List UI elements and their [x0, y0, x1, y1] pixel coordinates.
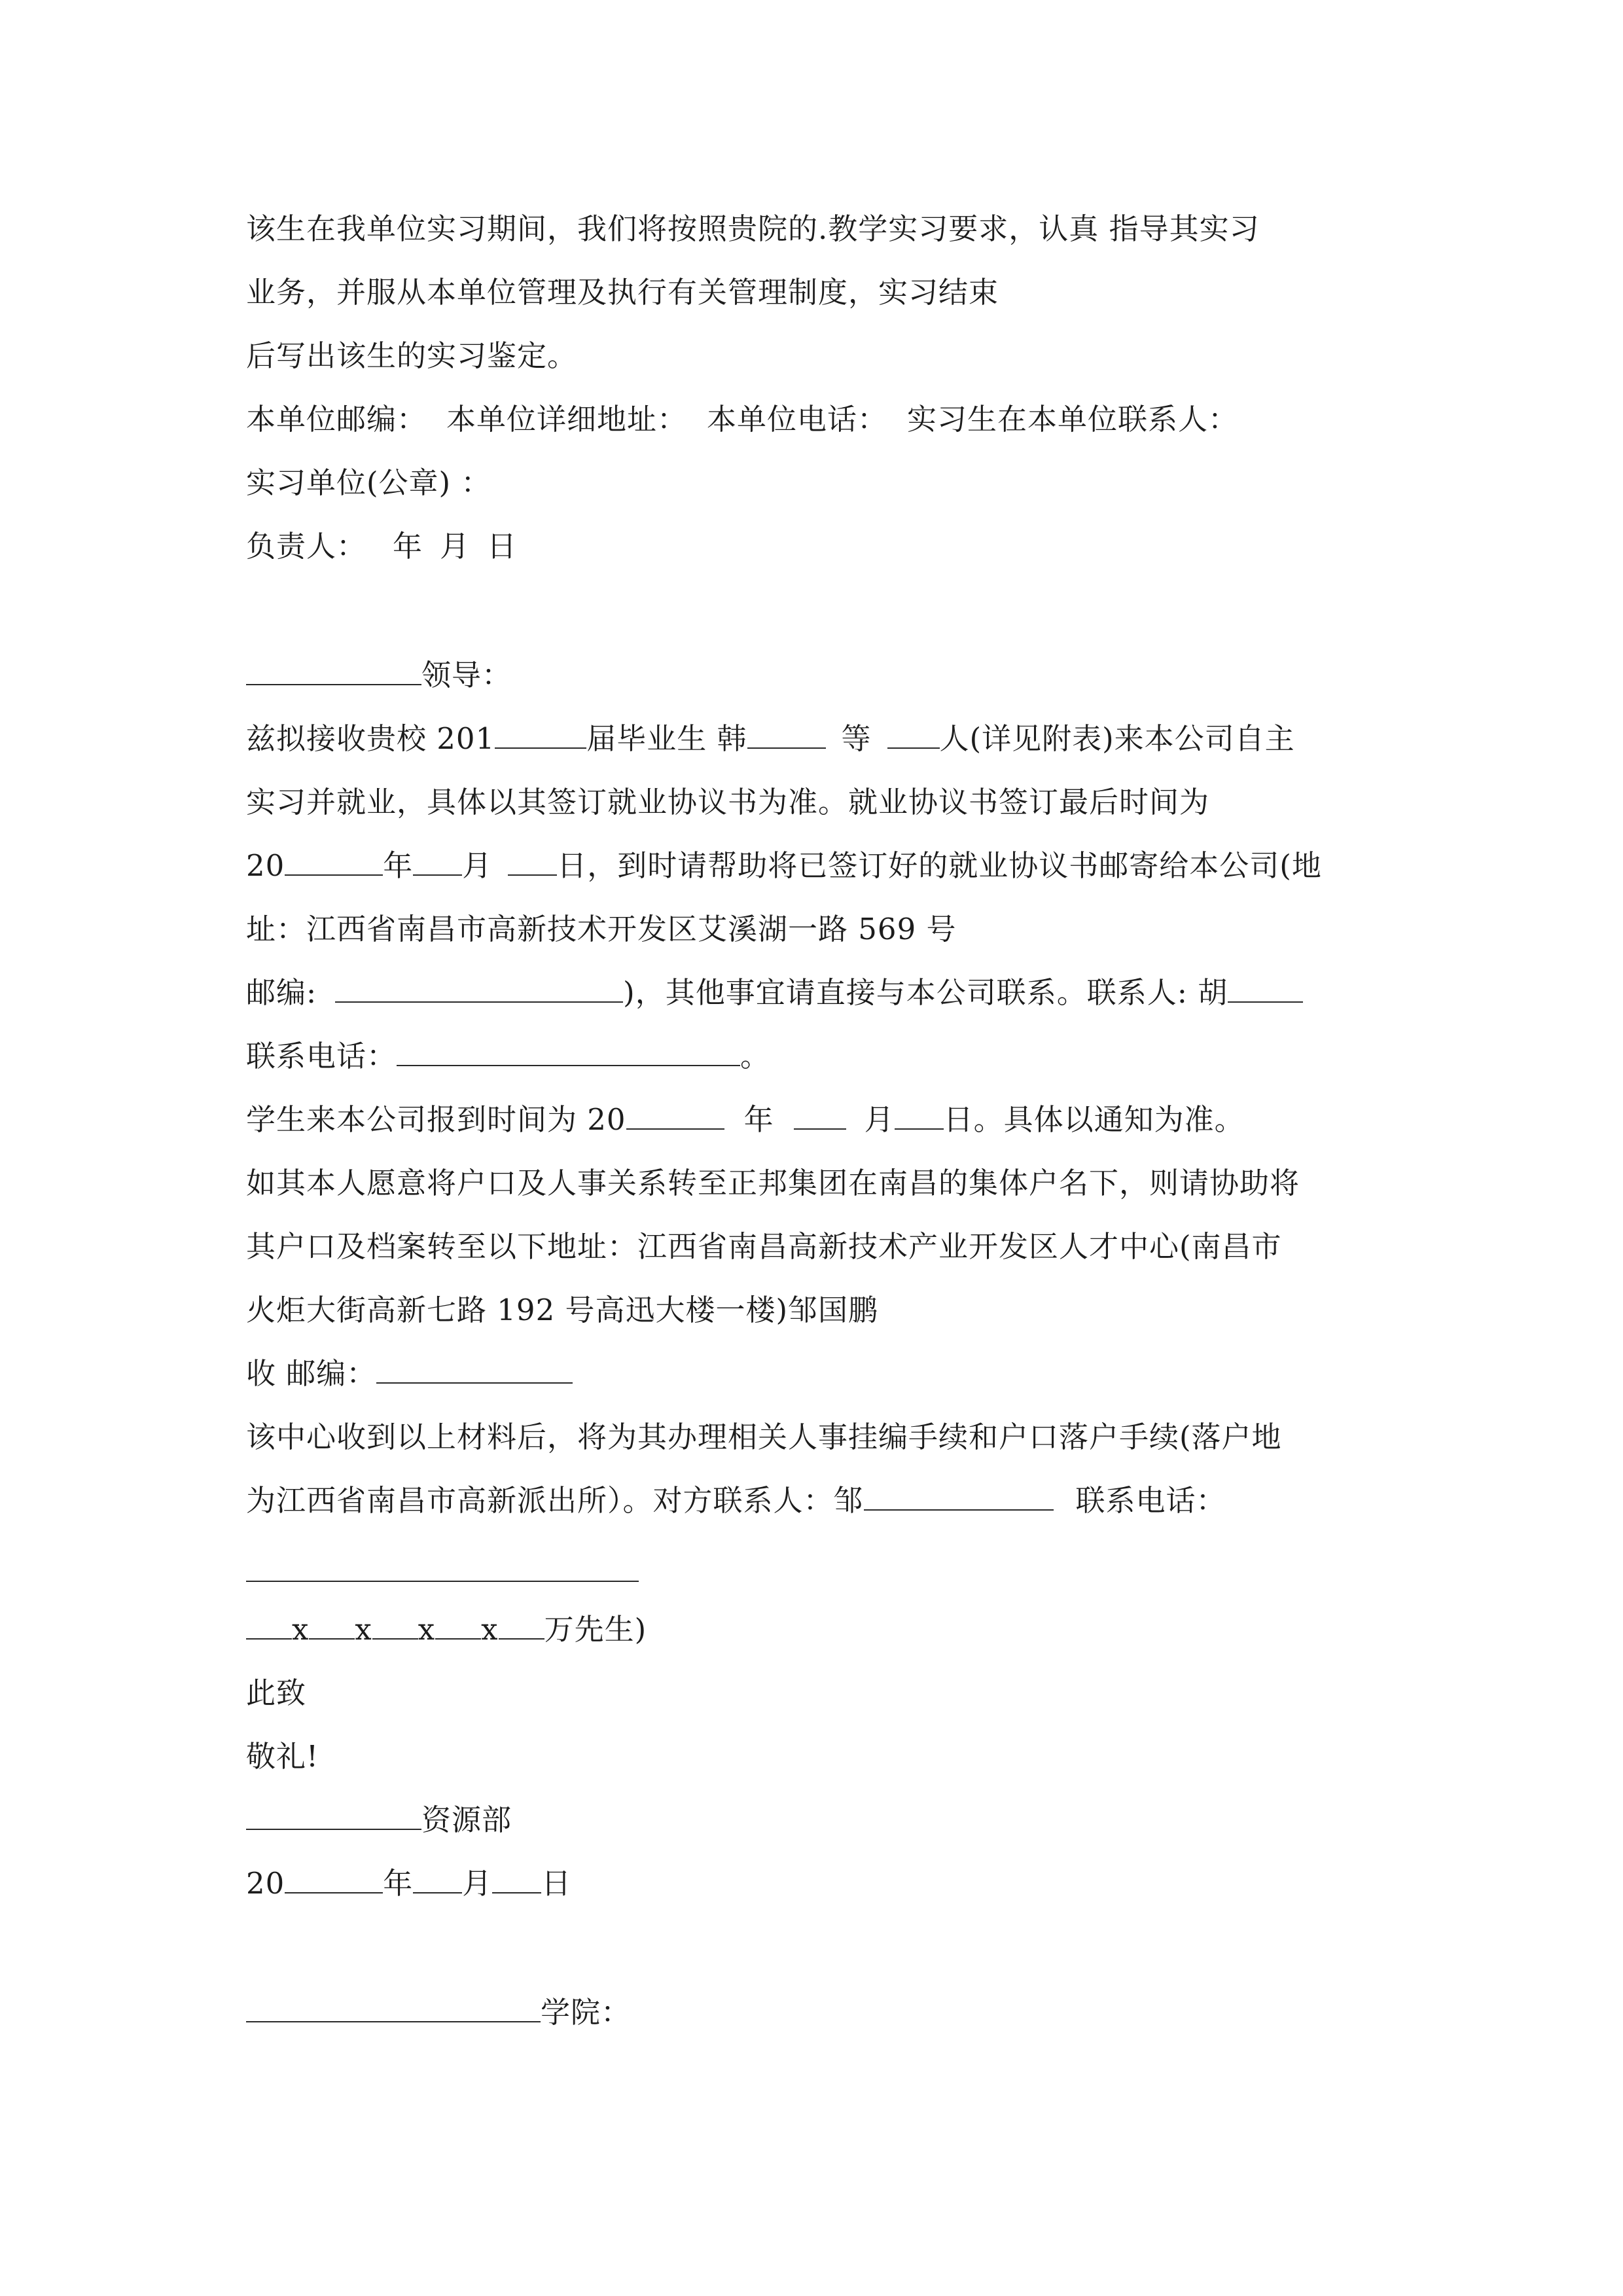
letter-line14	[246, 1610, 647, 1649]
l7-text-d: 日。具体以通知为准。	[943, 1102, 1245, 1137]
college-suffix: 学院：	[541, 1995, 632, 2030]
unit-address-label: 本单位详细地址：	[446, 402, 688, 437]
para1-line2: 业务，并服从本单位管理及执行有关管理制度，实习结束	[246, 275, 999, 310]
l7-text-c: 月	[864, 1102, 895, 1137]
letter-line7	[246, 1100, 1245, 1139]
date-text-c: 月	[462, 1866, 493, 1901]
salutation-line	[246, 656, 512, 695]
letter-line1	[246, 719, 1295, 759]
letter-line5	[246, 973, 1303, 1013]
x-mark-2: x	[355, 1612, 372, 1647]
signer-month: 月	[440, 529, 471, 564]
letter-line3	[246, 846, 1322, 886]
date-text-a: 20	[246, 1866, 285, 1901]
recipient-blank	[246, 658, 421, 685]
signer-label: 负责人：	[246, 529, 367, 564]
l3-text-d: 日，到时请帮助将已签订好的就业协议书邮寄给本公司(地	[557, 848, 1322, 883]
l13-text-a: 为江西省南昌市高新派出所）。对方联系人：邹	[246, 1483, 864, 1518]
unit-info-line	[246, 400, 1238, 439]
l6-text-b: 。	[740, 1039, 771, 1073]
x-blank-4	[435, 1612, 481, 1640]
company-postcode-blank	[335, 975, 623, 1003]
dept-line	[246, 1801, 512, 1840]
contact-name-blank	[1228, 975, 1303, 1003]
x-mark-3: x	[418, 1612, 436, 1647]
l3-text-a: 20	[246, 848, 285, 883]
closing-line1: 此致	[246, 1676, 307, 1710]
unit-postcode-label: 本单位邮编：	[246, 402, 427, 437]
l1-text-a: 兹拟接收贵校 201	[246, 721, 495, 756]
report-year-blank	[626, 1102, 724, 1130]
x-blank-2	[309, 1612, 355, 1640]
date-line	[246, 1864, 571, 1903]
deadline-year-blank	[285, 848, 383, 876]
grad-year-blank	[495, 721, 586, 749]
para1-line3: 后写出该生的实习鉴定。	[246, 338, 578, 373]
l5-text-a: 邮编:	[246, 975, 317, 1010]
l1-text-c: 等	[841, 721, 872, 756]
report-month-blank	[794, 1102, 846, 1130]
l13-text-b: 联系电话：	[1075, 1483, 1226, 1518]
l14-text-end: 万先生)	[544, 1612, 647, 1647]
date-year-blank	[285, 1866, 383, 1893]
salutation-suffix: 领导：	[421, 658, 512, 692]
college-blank	[246, 1995, 541, 2022]
other-contact-blank	[864, 1483, 1054, 1511]
report-day-blank	[895, 1102, 944, 1130]
date-month-blank	[413, 1866, 462, 1893]
letter-line13	[246, 1481, 1226, 1520]
unit-contact-label: 实习生在本单位联系人：	[907, 402, 1239, 437]
l6-text-a: 联系电话：	[246, 1039, 397, 1073]
letter-line9: 其户口及档案转至以下地址：江西省南昌高新技术产业开发区人才中心(南昌市	[246, 1229, 1282, 1264]
letter-line12: 该中心收到以上材料后，将为其办理相关人事挂编手续和户口落户手续(落户地	[246, 1420, 1282, 1454]
date-day-blank	[492, 1866, 541, 1893]
l3-text-c: 月	[462, 848, 493, 883]
x-blank-3	[372, 1612, 418, 1640]
date-text-d: 日	[541, 1866, 572, 1901]
letter-line10: 火炬大街高新七路 192 号高迅大楼一楼)邹国鹏	[246, 1293, 879, 1327]
contact-phone-blank	[397, 1039, 740, 1066]
date-text-b: 年	[383, 1866, 414, 1901]
deadline-day-blank	[508, 848, 557, 876]
l7-text-b: 年	[743, 1102, 774, 1137]
letter-line11	[246, 1354, 573, 1393]
student-name-blank	[747, 721, 826, 749]
l11-text: 收 邮编：	[246, 1356, 377, 1391]
x-blank-5	[499, 1612, 544, 1640]
signer-line	[246, 527, 517, 566]
letter-line2: 实习并就业，具体以其签订就业协议书为准。就业协议书签订最后时间为	[246, 785, 1210, 819]
phone-rule	[246, 1581, 639, 1582]
l7-text-a: 学生来本公司报到时间为 20	[246, 1102, 626, 1137]
signer-day: 日	[487, 529, 518, 564]
seal-line: 实习单位(公章) ：	[246, 465, 491, 500]
l1-text-d: 人(详见附表)来本公司自主	[939, 721, 1295, 756]
dept-blank	[246, 1803, 421, 1830]
para1-line1: 该生在我单位实习期间，我们将按照贵院的.教学实习要求，认真 指导其实习	[246, 211, 1260, 246]
letter-line8: 如其本人愿意将户口及人事关系转至正邦集团在南昌的集体户名下，则请协助将	[246, 1166, 1300, 1200]
l1-text-b: 届毕业生 韩	[586, 721, 747, 756]
count-blank	[887, 721, 940, 749]
l3-text-b: 年	[383, 848, 414, 883]
center-postcode-blank	[376, 1356, 573, 1384]
dept-label: 资源部	[421, 1803, 512, 1837]
x-mark-1: x	[292, 1612, 310, 1647]
letter-line6	[246, 1037, 770, 1076]
x-blank-1	[246, 1612, 292, 1640]
college-line	[246, 1993, 631, 2032]
letter-line4: 址：江西省南昌市高新技术开发区艾溪湖一路 569 号	[246, 912, 957, 946]
deadline-month-blank	[413, 848, 462, 876]
x-mark-4: x	[481, 1612, 499, 1647]
closing-line2: 敬礼!	[246, 1739, 319, 1774]
unit-phone-label: 本单位电话：	[707, 402, 888, 437]
l5-text-b: )，其他事宜请直接与本公司联系。联系人: 胡	[623, 975, 1228, 1010]
signer-year: 年	[393, 529, 423, 564]
